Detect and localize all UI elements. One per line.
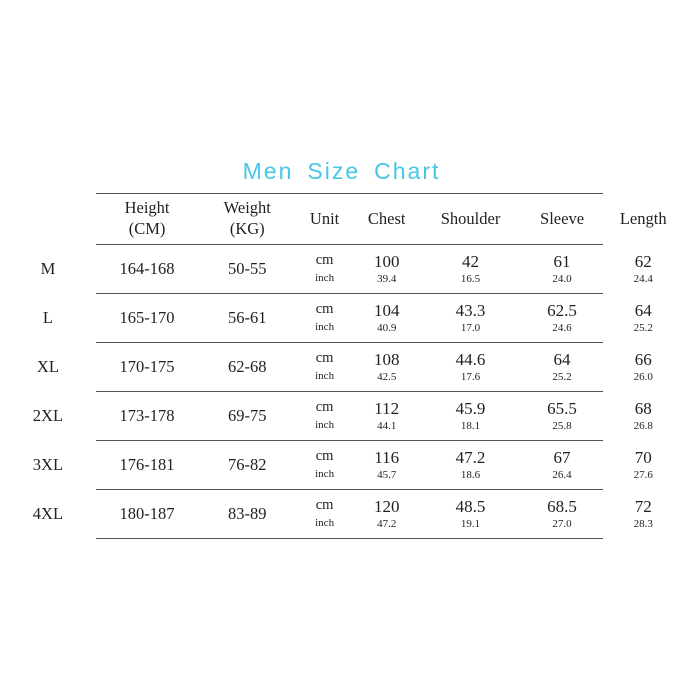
chest-inch: 47.2 <box>377 518 397 531</box>
shoulder-cm: 47.2 <box>455 447 486 467</box>
sleeve-inch: 24.0 <box>552 273 572 286</box>
table-row <box>0 392 683 441</box>
row-sleeve <box>521 490 604 539</box>
sleeve-inch: 25.2 <box>552 371 572 384</box>
row-unit <box>296 294 353 343</box>
header-unit: Unit <box>296 194 353 245</box>
row-height: 170-175 <box>96 343 198 392</box>
shoulder-cm: 42 <box>462 251 480 271</box>
chest-inch: 40.9 <box>377 322 397 335</box>
sleeve-inch: 26.4 <box>552 469 572 482</box>
header-weight <box>198 194 296 245</box>
header-size <box>0 194 96 245</box>
title-word-chart: Chart <box>374 158 441 184</box>
row-height: 165-170 <box>96 294 198 343</box>
title-word-men: Men <box>242 158 294 184</box>
header-weight-line1: Weight <box>223 198 271 218</box>
shoulder-inch: 17.0 <box>460 322 481 335</box>
row-shoulder <box>420 343 520 392</box>
length-inch: 27.6 <box>633 469 653 482</box>
row-height: 176-181 <box>96 441 198 490</box>
row-chest <box>353 441 421 490</box>
row-chest <box>353 294 421 343</box>
length-cm: 72 <box>634 496 652 516</box>
shoulder-cm: 44.6 <box>455 349 486 369</box>
length-cm: 70 <box>634 447 652 467</box>
shoulder-inch: 18.1 <box>460 420 481 433</box>
row-length <box>603 490 683 539</box>
length-inch: 26.8 <box>633 420 653 433</box>
title-word-size: Size <box>307 158 361 184</box>
header-chest: Chest <box>353 194 421 245</box>
row-length <box>603 392 683 441</box>
row-weight: 50-55 <box>198 245 296 294</box>
unit-inch-label: inch <box>315 370 335 383</box>
unit-inch-label: inch <box>315 419 335 432</box>
row-size: XL <box>36 357 59 376</box>
row-chest <box>353 392 421 441</box>
row-weight: 76-82 <box>198 441 296 490</box>
table-row <box>0 245 683 294</box>
row-size: 3XL <box>32 455 64 474</box>
length-inch: 28.3 <box>633 518 653 531</box>
row-size: L <box>42 308 53 327</box>
table-header-row <box>0 194 683 245</box>
length-inch: 25.2 <box>633 322 653 335</box>
unit-inch-label: inch <box>315 517 335 530</box>
header-height-line1: Height <box>124 198 170 218</box>
table-row <box>0 343 683 392</box>
row-shoulder <box>420 490 520 539</box>
row-weight: 56-61 <box>198 294 296 343</box>
unit-inch-label: inch <box>315 321 335 334</box>
sleeve-inch: 24.6 <box>552 322 572 335</box>
length-cm: 66 <box>634 349 652 369</box>
header-sleeve: Sleeve <box>521 194 604 245</box>
sleeve-cm: 65.5 <box>547 398 577 418</box>
row-sleeve <box>521 441 604 490</box>
sleeve-cm: 68.5 <box>547 496 577 516</box>
chest-cm: 108 <box>373 349 400 369</box>
chest-inch: 44.1 <box>377 420 397 433</box>
shoulder-inch: 18.6 <box>460 469 481 482</box>
header-weight-line2: (KG) <box>229 219 265 238</box>
row-shoulder <box>420 441 520 490</box>
length-inch: 26.0 <box>633 371 653 384</box>
chest-cm: 116 <box>374 447 400 467</box>
row-chest <box>353 490 421 539</box>
row-sleeve <box>521 294 604 343</box>
row-unit <box>296 441 353 490</box>
chest-cm: 100 <box>373 251 400 271</box>
row-sleeve <box>521 343 604 392</box>
sleeve-inch: 25.8 <box>552 420 572 433</box>
row-weight: 69-75 <box>198 392 296 441</box>
row-height: 180-187 <box>96 490 198 539</box>
row-size: 4XL <box>32 504 64 523</box>
header-length: Length <box>619 209 667 228</box>
shoulder-cm: 43.3 <box>455 300 486 320</box>
chest-cm: 120 <box>373 496 400 516</box>
chest-inch: 42.5 <box>377 371 397 384</box>
unit-inch-label: inch <box>315 272 335 285</box>
sleeve-cm: 67 <box>553 447 571 467</box>
length-cm: 62 <box>634 251 652 271</box>
row-chest <box>353 343 421 392</box>
row-shoulder <box>420 294 520 343</box>
shoulder-inch: 16.5 <box>460 273 481 286</box>
row-size: 2XL <box>32 406 64 425</box>
shoulder-cm: 45.9 <box>455 398 486 418</box>
row-weight: 83-89 <box>198 490 296 539</box>
chest-cm: 112 <box>374 398 400 418</box>
row-size: M <box>40 259 56 278</box>
row-length <box>603 245 683 294</box>
row-unit <box>296 245 353 294</box>
row-chest <box>353 245 421 294</box>
length-cm: 64 <box>634 300 652 320</box>
shoulder-inch: 19.1 <box>460 518 481 531</box>
unit-cm-label: cm <box>315 301 334 318</box>
row-unit <box>296 490 353 539</box>
row-unit <box>296 392 353 441</box>
row-sleeve <box>521 392 604 441</box>
sleeve-cm: 61 <box>553 251 571 271</box>
header-shoulder: Shoulder <box>420 194 520 245</box>
row-length <box>603 343 683 392</box>
length-inch: 24.4 <box>633 273 653 286</box>
sleeve-inch: 27.0 <box>552 518 572 531</box>
unit-inch-label: inch <box>315 468 335 481</box>
chest-inch: 39.4 <box>377 273 397 286</box>
row-length <box>603 294 683 343</box>
shoulder-inch: 17.6 <box>460 371 481 384</box>
unit-cm-label: cm <box>315 350 334 367</box>
unit-cm-label: cm <box>315 497 334 514</box>
chest-inch: 45.7 <box>377 469 397 482</box>
unit-cm-label: cm <box>315 448 334 465</box>
shoulder-cm: 48.5 <box>455 496 486 516</box>
table-row <box>0 441 683 490</box>
unit-cm-label: cm <box>315 399 334 416</box>
row-shoulder <box>420 245 520 294</box>
row-shoulder <box>420 392 520 441</box>
header-height-line2: (CM) <box>128 219 166 238</box>
length-cm: 68 <box>634 398 652 418</box>
chest-cm: 104 <box>373 300 400 320</box>
unit-cm-label: cm <box>315 252 334 269</box>
row-length <box>603 441 683 490</box>
row-unit <box>296 343 353 392</box>
table-row <box>0 294 683 343</box>
row-sleeve <box>521 245 604 294</box>
table-row <box>0 490 683 539</box>
size-table <box>0 193 683 539</box>
row-height: 164-168 <box>96 245 198 294</box>
size-table-container <box>0 193 683 539</box>
header-height <box>96 194 198 245</box>
row-height: 173-178 <box>96 392 198 441</box>
sleeve-cm: 64 <box>553 349 571 369</box>
row-weight: 62-68 <box>198 343 296 392</box>
sleeve-cm: 62.5 <box>547 300 577 320</box>
page-title <box>0 158 683 185</box>
